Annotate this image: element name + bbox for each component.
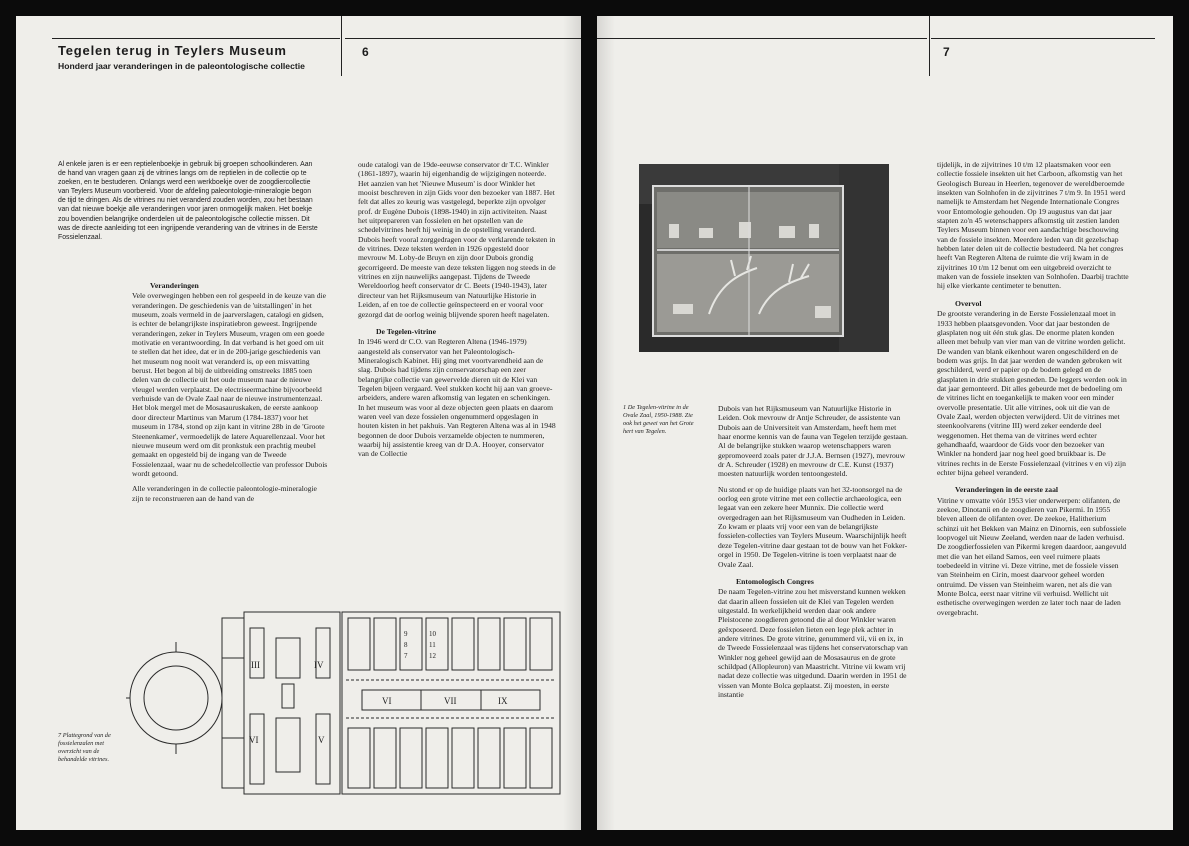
- article-title: Tegelen terug in Teylers Museum: [58, 43, 287, 58]
- column-divider: [929, 16, 930, 76]
- text-column-3: [718, 404, 908, 699]
- text-column-1: [132, 281, 330, 503]
- room-label: V: [318, 735, 325, 745]
- room-label: III: [251, 660, 260, 670]
- right-page: [597, 16, 1173, 830]
- section-heading: Veranderingen: [150, 281, 199, 290]
- page-number: 7: [943, 45, 950, 59]
- body-paragraph: Vele overwegingen hebben een rol gespeeld in de keuze van die veranderingen. De geschiedenis van de 'uitstallingen' in het museum, zoals vermeld in de jaarverslagen, catalogi en gidsen, is echter de belangrijkste inspiratiebron geweest. Ingrijpende veranderingen, zeker in Teylers Museum, vragen om een goede motivatie en verantwoording. In dat verband is het goed om uit te stellen dat het idee, dat er in de 200-jarige geschiedenis van het museum nog nooit wat veranderd is, op een misvatting berust. Het begon al bij de uitbreiding omstreeks 1885 toen delen van de collectie uit het oude museum naar de nieuwe vleugel werden verplaatst. De electriseermachine bijvoorbeeld verhuisde van de Ovale Zaal naar de nieuwe instrumentenzaal. Het blok mergel met de Mosasauruskaken, de eerste aankoop door directeur Martinus van Marum (1784-1837) voor het museum in 1784, stond op zijn kant in vitrine 28b in de 'Groote Steenenkamer', vermoedelijk de latere Aquarellenzaal. Voor het nieuwe museum werd om dit pronkstuk een prachtig meubel gemaakt en opgesteld bij de ingang van de Tweede Fossielenzaal, waar nu de schedelcollectie van professor Dubois wordt getoond.: [132, 291, 328, 478]
- body-paragraph: Nu stond er op de huidige plaats van het 32-toonsorgel na de oorlog een grote vitrine met een collectie archaeologica, een legaat van een zekere heer Munnix. Die collectie werd overgedragen aan het Rijksmuseum van Oudheden in Leiden. Zo kwam er plaats vrij voor een van de belangrijkste fossielen-collecties van Teylers Museum. Waarschijnlijk heeft deze Tegelen-vitrine daar gestaan tot de bouw van het Fokker-orgel in 1950. De Tegelen-vitrine is toen verplaatst naar de Ovale Zaal.: [718, 484, 908, 569]
- case-number: 11: [429, 641, 436, 649]
- case-number: 12: [429, 652, 436, 660]
- body-paragraph: De naam Tegelen-vitrine zou het misverstand kunnen wekken dat daarin alleen fossielen uit de Klei van Tegelen werden uitgestald. In werkelijkheid werden daar ook andere Pleistocene zoogdieren getoond die al door Winkler waren geëxposeerd. Deze fossielen lieten een lege plek achter in andere vitrines. De grote vitrine, genummerd vii, vii en ix, in de Tweede Fossielenzaal was tijdens het conservatorschap van Winkler nog geheel gewijd aan de Mosasaurus en de grote schildpad (Allopleuron) van Maastricht. Vitrine vii kwam vrij nadat deze collectie was uitgedund. Daarin werden in 1951 de vissen van Monte Bolca geplaatst. Zij moesten, in eerste instantie: [718, 587, 908, 699]
- photo-caption: 1 De Tegelen-vitrine in de Ovale Zaal, 1950-1988. Zie ook het gewei van het Grote hert van Tegelen.: [623, 404, 694, 435]
- room-outline: [250, 628, 264, 678]
- page-number: 6: [362, 45, 369, 59]
- column-divider: [341, 16, 342, 76]
- top-rule: [52, 38, 340, 39]
- case-number: 8: [404, 641, 408, 649]
- section-heading: Overvol: [955, 298, 982, 308]
- body-paragraph: tijdelijk, in de zijvitrines 10 t/m 12 plaatsmaken voor een collectie fossiele insekten uit het Carboon, afkomstig van het Geologisch Bureau in Heerlen, tegenover de wereldberoemde insekten van Solnhofen in de zijvitrines 7 t/m 9. In 1951 werd namelijk te Amsterdam het Negende Internationale Congres voor Entomologie gehouden. Op 19 augustus van dat jaar stapten zo'n 45 wetenschappers afkomstig uit zestien landen Teylers Museum binnen voor een aandachtige beschouwing van de fossiele insekten. Meerdere leden van dit gezelschap hebben later delen uit de collectie bestudeerd. Na het congres heeft Van Regteren Altena de ruimte die vrij kwam in de zijvitrines 10 t/m 12 benut om een uitgebreid overzicht te maken van de fossiele insekten van Solnhofen. Daarbij trachtte hij elke vierkante centimeter te benutten.: [937, 160, 1129, 291]
- case-number: 9: [404, 630, 408, 638]
- intro-paragraph: Al enkele jaren is er een reptielenboekje in gebruik bij groepen schoolkinderen. Aan de hand van vragen gaan zij de vitrines langs om de reptielen in de collectie op te zoeken, en te bestuderen. Onlangs werd een werkboekje over de zoogdiercollectie van Teylers Museum voorbereid. Voor de afdeling paleontologie-mineralogie begon de tijd te dringen. Als de vitrines nu niet veranderd zouden worden, zou het bestaan van dat nieuwe boekje alle veranderingen voor jaren onmogelijk maken. Het boekje zou bovendien belangrijke onderdelen uit de paleontologische collectie missen. Dit was de directe aanleiding tot een ingrijpende verandering van de vitrines in de Eerste Fossielenzaal.: [58, 161, 318, 241]
- left-page: [16, 16, 581, 830]
- vitrine-photograph: [639, 164, 889, 352]
- section-heading: De Tegelen-vitrine: [376, 326, 436, 336]
- top-rule: [597, 38, 927, 39]
- section-heading: Entomologisch Congres: [736, 576, 814, 586]
- gutter-shadow: [597, 16, 615, 830]
- body-paragraph: In 1946 werd dr C.O. van Regteren Altena (1946-1979) aangesteld als conservator van het Paleontologisch-Mineralogisch Kabinet. Hij ging met voortvarendheid aan de slag. Dubois had tijdens zijn conservatorschap een zeer belangrijke collectie van gewervelde dieren uit de Klei van Tegelen bijeen vergaard. Veel stukken kocht hij aan van groeve-arbeiders, andere waren afkomstig van legaten en schenkingen. In het museum was voor al deze objecten geen plaats en daarom waren veel van deze fossielen ongenummerd opgeslagen in houten kisten in het pakhuis. Van Regteren Altena was al in 1948 begonnen de door Dubois verzamelde objecten te nummeren, waarbij hij assistentie kreeg van dr D.A. Hooyer, conservator van de Collectie: [358, 337, 556, 459]
- top-rule: [345, 38, 581, 39]
- case-number: 7: [404, 652, 408, 660]
- case-number: 10: [429, 630, 436, 638]
- body-paragraph: oude catalogi van de 19de-eeuwse conservator dr T.C. Winkler (1861-1897), waarin hij eigenhandig de wijzigingen noteerde. Het aanzien van het 'Nieuwe Museum' is door Winkler het mooist beschreven in zijn Gids voor den bezoeker van 1887. Het felt dat alles zo keurig was vastgelegd, beperkte zijn opvolger prof. dr Eugène Dubois (1898-1940) in zijn activiteiten. Naast het uitprepareren van fossielen en het opstellen van de schedelvitrines heeft hij weinig in de opstelling veranderd. Dubois heeft vooral zorggedragen voor de verklarende teksten in de vitrines. Deze teksten werden in 1926 opgesteld door mevrouw M. Loby-de Bruyn en zijn door Dubois grondig gecorrigeerd. De meeste van deze teksten liggen nog steeds in de vitrines en zijn nauwelijks aangepast. Tijdens de Tweede Wereldoorlog heeft conservator dr C. Beets (1940-1943), later directeur van het Rijksmuseum van Natuurlijke Historie in Leiden, af en toe de collectie geïnspecteerd en er vooral voor gezorgd dat de oorlog weinig blijvende sporen heeft nagelaten.: [358, 160, 556, 319]
- body-paragraph: De grootste verandering in de Eerste Fossielenzaal moet in 1933 hebben plaatsgevonden. Voor dat jaar bestonden de glasplaten nog uit één stuk glas. De enorme platen konden alleen met behulp van vier man van de vitrine worden gelicht. De wanden van blank eikenhout waren ongeschilderd en de bodem was grijs. In dat jaar werden de wanden gebroken wit geschilderd, werd er papier op de bodem gelegd en de glasplaten in drie stukken gesneden. De leggers werden ook in dat jaar gemonteerd. Dit alles gebeurde met de bedoeling om de vitrines licht en toegankelijk te maken voor een minder overvolle presentatie. Uit alle vitrines, ook uit die van de Ovale Zaal, werden objecten verwijderd. Uit de vitrines met steenkoolvarens (vitrine III) werd zeker eenderde deel weggenomen. Het thema van de vitrines werd echter gehandhaafd, waardoor de Gids voor den bezoeker van Winkler na honderd jaar nog heel goed bruikbaar is. De vitrines rechts in de Eerste Fossielenzaal (vitrines v en vi) zijn echter bijna geheel veranderd.: [937, 309, 1127, 477]
- text-column-4: [937, 160, 1129, 617]
- body-paragraph: Vitrine v omvatte vóór 1953 vier onderwerpen: olifanten, de zeekoe, Dinotanii en de zoogdieren van Pikermi. In 1955 bleven alleen de olifanten over. De zeekoe, Halitherium schinzi uit het Bekken van Mainz en Dinornis, een subfossiele loopvogel uit Nieuw Zeeland, werden naar de laden verhuisd. De zoogdierfossielen van Pikermi kregen daardoor, aangevuld met die van het eiland Samos, een veel ruimere plaats toebedeeld in vitrine vi. Deze vitrine, met de fossiele vissen van Steinheim en Cirin, moest daarvoor geheel worden ontruimd. De vissen van Steinheim waren, net als die van Monte Bolca, eerst naar vitrine vii verhuisd. Wellicht uit esthetische overwegingen werden ze later toch naar de laden overgebracht.: [937, 495, 1127, 617]
- article-subtitle: Honderd jaar veranderingen in de paleontologische collectie: [58, 61, 305, 71]
- vitrine-label: IX: [498, 696, 508, 706]
- figure-caption: 7 Plattegrond van de fossielenzalen met overzicht van de behandelde vitrines.: [58, 732, 111, 763]
- floor-plan: [126, 598, 566, 810]
- section-heading: Veranderingen in de eerste zaal: [955, 485, 1059, 495]
- vitrine-label: VI: [382, 696, 392, 706]
- text-column-2: [358, 160, 556, 459]
- vitrine-label: VII: [444, 696, 457, 706]
- room-label: VI: [249, 735, 259, 745]
- top-rule: [931, 38, 1155, 39]
- body-paragraph: Dubois van het Rijksmuseum van Natuurlijke Historie in Leiden. Ook mevrouw dr Antje Schreuder, de assistente van Dubois aan de Universiteit van Amsterdam, heeft hem met haar enorme kennis van de fauna van Tegelen terzijde gestaan. Al de belangrijke stukken waarop wetenschappers waren gepromoveerd zoals pater dr J.J.A. Bernsen (1927), mevrouw dr A. Schreuder (1928) en mevrouw dr C.E. Kunst (1937) moesten natuurlijk worden tentoongesteld.: [718, 404, 908, 479]
- body-paragraph: Alle veranderingen in de collectie paleontologie-mineralogie zijn te reconstrueren aan de hand van de: [132, 484, 317, 503]
- room-label: IV: [314, 660, 324, 670]
